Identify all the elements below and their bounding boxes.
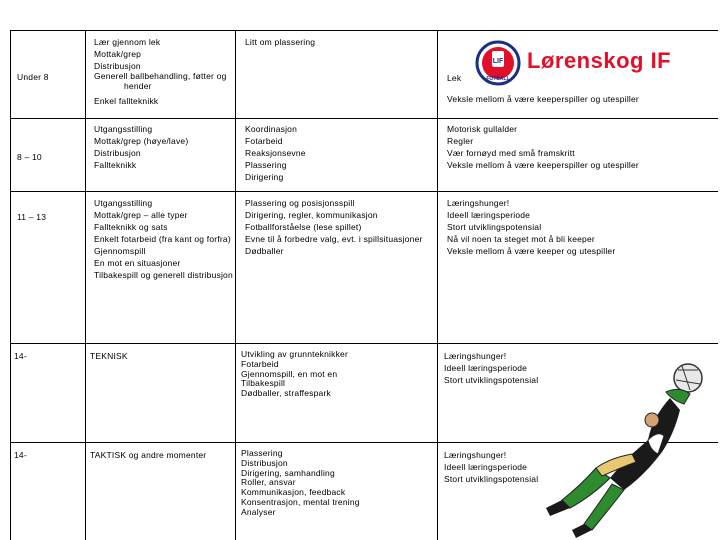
list-item: Mottak/grep [94, 49, 142, 59]
list-item: Plassering [245, 160, 287, 170]
column-divider [10, 30, 11, 540]
list-item: Læringshunger! [444, 450, 507, 460]
list-item: Stort utviklingspotensial [444, 375, 539, 385]
list-item: Utgangsstilling [94, 198, 153, 208]
svg-text:LIF: LIF [492, 58, 504, 65]
technique-cell [94, 197, 233, 281]
list-item: Lær gjennom lek [94, 37, 161, 47]
list-item: Fallteknikk og sats [94, 222, 168, 232]
column-divider [235, 30, 236, 540]
notes-cell [447, 197, 615, 257]
club-badge-icon [475, 40, 521, 86]
list-item: Tilbakespill og generell distribusjon [94, 270, 233, 280]
age-cell: 14- [14, 351, 27, 361]
list-item: Læringshunger! [444, 351, 507, 361]
list-item: Fotarbeid [245, 136, 283, 146]
list-item: Stort utviklingspotensial [444, 474, 539, 484]
column-divider [437, 30, 438, 540]
age-cell: Under 8 [17, 72, 49, 82]
list-item: Roller, ansvar [241, 477, 296, 488]
list-item: Veksle mellom å være keeperspiller og utespiller [447, 94, 639, 104]
focus-cell [241, 449, 360, 518]
list-item: En mot en situasjoner [94, 258, 181, 268]
list-item: Distribusjon [94, 61, 141, 71]
list-item: Ideell læringsperiode [447, 210, 531, 220]
list-item: Fotarbeid [241, 358, 279, 369]
technique-cell [90, 350, 128, 362]
list-item: Plassering og posisjonsspill [245, 198, 355, 208]
list-item: Nå vil noen ta steget mot å bli keeper [447, 234, 595, 244]
list-item: Motorisk gullalder [447, 124, 518, 134]
list-item: Dirigering [245, 172, 284, 182]
list-item: Koordinasjon [245, 124, 298, 134]
list-item: Distribusjon [241, 457, 288, 468]
list-item: Plassering [241, 448, 283, 458]
age-cell: 8 – 10 [17, 152, 42, 162]
technique-cell [90, 449, 206, 461]
focus-cell [245, 197, 423, 257]
row-divider [10, 118, 718, 119]
club-name: Lørenskog IF [527, 48, 672, 73]
list-item: Dødballer, straffespark [241, 388, 331, 399]
notes-cell [444, 449, 538, 485]
list-item: Fallteknikk [94, 160, 137, 170]
list-item: Gjennomspill, en mot en [241, 368, 338, 379]
list-item: Lek [447, 73, 462, 83]
notes-cell [447, 123, 639, 171]
list-item: Stort utviklingspotensial [447, 222, 542, 232]
list-item: Dirigering, samhandling [241, 467, 335, 478]
column-divider [85, 30, 86, 540]
row-divider [10, 191, 718, 192]
list-item: Dødballer [245, 246, 284, 256]
list-item: Regler [447, 136, 474, 146]
list-item: Mottak/grep (høye/lave) [94, 136, 189, 146]
technique-cell [94, 36, 227, 107]
list-item: Generell ballbehandling, føtter og [94, 71, 227, 81]
list-item: hender [124, 80, 152, 91]
notes-cell [444, 350, 538, 386]
focus-cell [245, 36, 315, 48]
list-item: Evne til å forbedre valg, evt. i spillsituasjoner [245, 234, 423, 244]
club-logo [475, 38, 695, 88]
list-item: Fotballforståelse (lese spillet) [245, 222, 362, 232]
focus-cell [241, 350, 348, 399]
list-item: Ideell læringsperiode [444, 363, 528, 373]
list-item: Distribusjon [94, 148, 141, 158]
focus-cell [245, 123, 306, 183]
list-item: Enkelt fotarbeid (fra kant og forfra) [94, 234, 231, 244]
list-item: Tilbakespill [241, 378, 286, 389]
list-item: Gjennomspill [94, 246, 146, 256]
list-item: Utgangsstilling [94, 124, 153, 134]
row-divider [10, 343, 718, 344]
list-item: Reaksjonsevne [245, 148, 306, 158]
list-item: Mottak/grep – alle typer [94, 210, 188, 220]
list-item: Vær fornøyd med små framskritt [447, 148, 575, 158]
list-item: TAKTISK og andre momenter [90, 450, 207, 460]
list-item: Læringshunger! [447, 198, 510, 208]
list-item: Konsentrasjon, mental trening [241, 496, 360, 507]
list-item: Analyser [241, 506, 276, 517]
svg-text:FOTBALL: FOTBALL [486, 76, 510, 82]
list-item: TEKNISK [90, 351, 128, 361]
technique-cell [94, 123, 188, 171]
list-item: Ideell læringsperiode [444, 462, 528, 472]
list-item: Dirigering, regler, kommunikasjon [245, 210, 378, 220]
list-item: Utvikling av grunnteknikker [241, 349, 348, 359]
age-cell: 14- [14, 450, 27, 460]
list-item: Veksle mellom å være keeper og utespiller [447, 246, 616, 256]
list-item: Kommunikasjon, feedback [241, 487, 346, 498]
list-item: Litt om plassering [245, 37, 316, 47]
goalkeeper-diving-icon [540, 358, 720, 540]
age-cell: 11 – 13 [17, 212, 47, 222]
list-item: Enkel fallteknikk [94, 95, 159, 106]
table-top-border [10, 30, 718, 31]
list-item: Veksle mellom å være keeperspiller og utespiller [447, 160, 639, 170]
